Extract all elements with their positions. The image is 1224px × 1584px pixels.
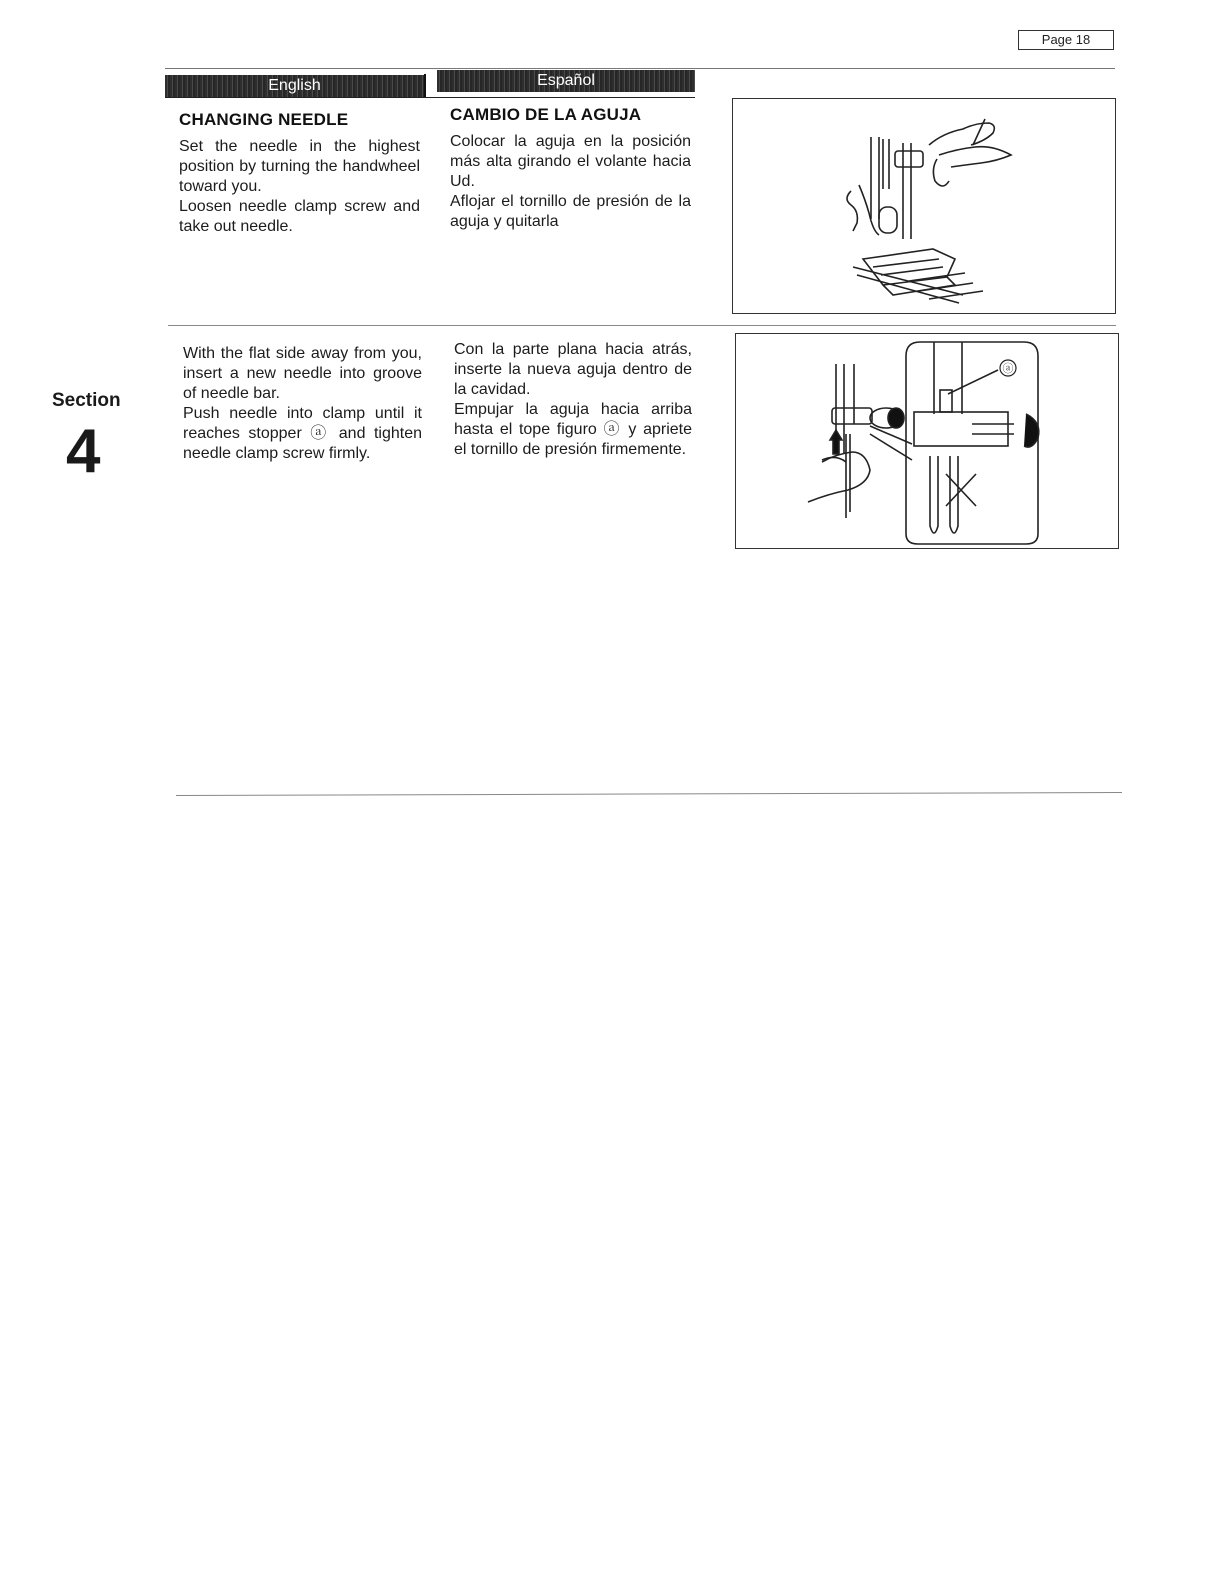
section-number: 4: [66, 417, 101, 486]
stopper-callout: ⓐ: [1002, 362, 1014, 375]
header-underline: [165, 97, 695, 98]
figure-needle-removal: [732, 98, 1116, 314]
english-instructions-2: With the flat side away from you, insert a new needle into groove of needle bar. Push needle into clamp until it reaches stopper ⓐ and tighten needle clamp screw firmly.: [183, 345, 422, 462]
presser-foot-illustration: [733, 99, 1115, 313]
figure-needle-insertion: [735, 333, 1119, 549]
bottom-rule: [176, 792, 1122, 796]
spanish-instructions-1: Colocar la aguja en la posición más alta girando el volante hacia Ud. Aflojar el tornillo de presión de la aguja y quitarla: [450, 133, 691, 230]
section-label: Section: [52, 390, 121, 411]
top-rule: [165, 68, 1115, 69]
spanish-instructions-2: Con la parte plana hacia atrás, inserte la nueva aguja dentro de la cavidad. Empujar la aguja hacia arriba hasta el tope figuro ⓐ y apriete el tornillo de presión firmemente.: [454, 341, 692, 458]
block-divider: [168, 325, 1116, 326]
english-heading: CHANGING NEEDLE: [179, 110, 349, 129]
needle-insertion-illustration: [736, 334, 1118, 548]
spanish-header: Español: [437, 70, 695, 92]
spanish-heading: CAMBIO DE LA AGUJA: [450, 105, 642, 124]
english-header: English: [165, 75, 424, 97]
english-instructions-1: Set the needle in the highest position by turning the handwheel toward you. Loosen needle clamp screw and take out needle.: [179, 138, 420, 235]
page-number: Page 18: [1018, 30, 1114, 50]
language-separator: [424, 74, 437, 98]
